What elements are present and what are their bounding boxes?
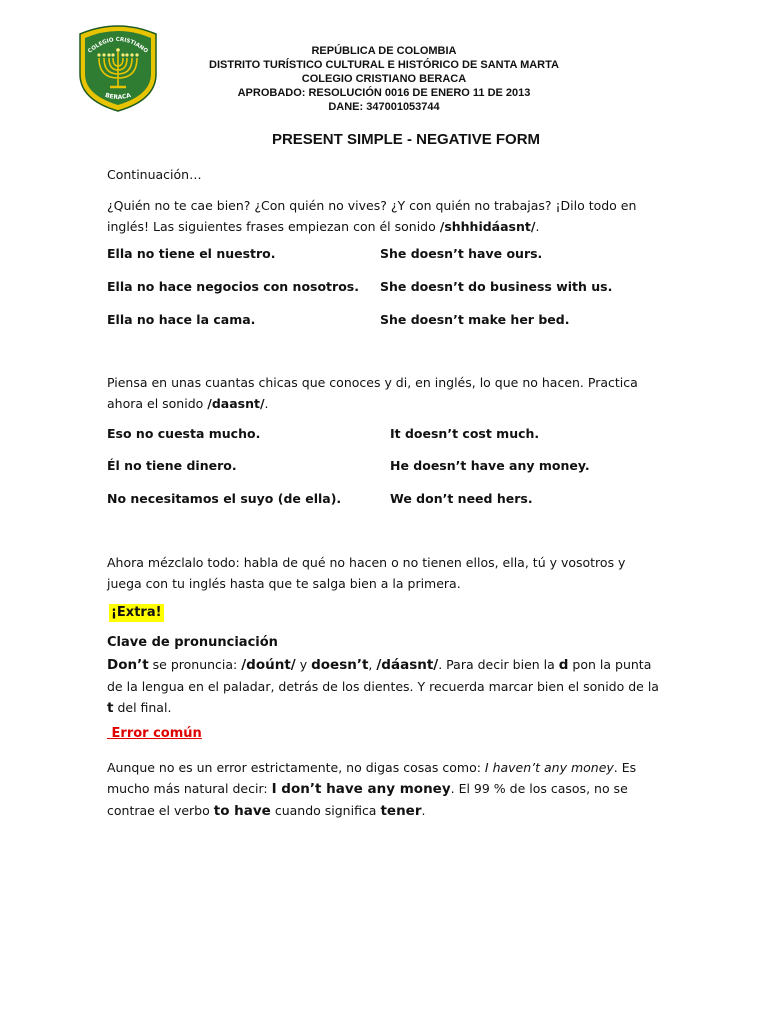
extra-badge: ¡Extra! <box>111 605 162 620</box>
wrong-example: I haven’t any money <box>484 760 614 775</box>
section1-text-a: ¿Quién no te cae bien? ¿Con quién no vives? ¿Y con quién no trabajas? ¡Dilo todo en inglés! Las siguientes frases empiezan con él sonido <box>107 198 637 234</box>
sound-dount: /doúnt/ <box>241 657 296 673</box>
phrase-english: She doesn’t make her bed. <box>380 312 570 327</box>
section1-sound: /shhhidáasnt/ <box>439 219 536 234</box>
section2-paragraph <box>107 372 662 414</box>
phrase-pair <box>107 310 667 330</box>
header-approval: APROBADO: RESOLUCIÓN 0016 DE ENERO 11 DE 2013 <box>237 87 531 99</box>
phrase-pair <box>107 456 667 476</box>
phrase-spanish: Él no tiene dinero. <box>107 458 237 473</box>
intro-text: Continuación… <box>107 167 202 182</box>
text-segment: . <box>421 803 426 818</box>
phrase-english: He doesn’t have any money. <box>390 458 590 473</box>
error-paragraph <box>107 757 662 822</box>
header-dane: DANE: 347001053744 <box>328 101 440 113</box>
letter-d: d <box>558 657 569 673</box>
verb-to-have: to have <box>213 803 271 819</box>
pronunciation-heading: Clave de pronunciación <box>107 635 278 650</box>
logo-text-top: COLEGIO CRISTIANO <box>87 36 149 55</box>
page-title: PRESENT SIMPLE - NEGATIVE FORM <box>271 131 541 148</box>
verb-tener: tener <box>380 803 422 819</box>
letter-t: t <box>107 700 114 716</box>
section2-text-a: Piensa en unas cuantas chicas que conoces y di, en inglés, lo que no hacen. Practica ahora el sonido <box>107 375 638 411</box>
section2-text-b: . <box>264 396 269 411</box>
logo-text-bottom: BERACA <box>104 91 132 102</box>
text-segment: y <box>295 657 312 672</box>
phrase-english: She doesn’t do business with us. <box>380 279 613 294</box>
pronunciation-paragraph <box>107 654 662 719</box>
school-header <box>200 44 568 114</box>
phrase-english: It doesn’t cost much. <box>390 426 540 441</box>
header-district: DISTRITO TURÍSTICO CULTURAL E HISTÓRICO DE SANTA MARTA <box>209 59 559 71</box>
phrase-pair <box>107 424 667 444</box>
phrase-spanish: Ella no hace negocios con nosotros. <box>107 279 359 294</box>
header-country: REPÚBLICA DE COLOMBIA <box>311 45 457 57</box>
text-segment: . Para decir bien la <box>438 657 559 672</box>
phrase-english: We don’t need hers. <box>390 491 533 506</box>
section1-text-b: . <box>535 219 540 234</box>
text-segment: pon la punta de la lengua en el paladar, detrás de los dientes. Y recuerda marcar bien el sonido de la <box>107 657 659 694</box>
phrase-pair <box>107 244 667 264</box>
word-dont: Don’t <box>107 657 149 673</box>
text-segment: del final. <box>113 700 172 715</box>
text-segment: cuando significa <box>270 803 381 818</box>
error-heading: Error común <box>107 726 202 741</box>
text-segment: . Es mucho más natural decir: <box>107 760 637 796</box>
phrase-spanish: No necesitamos el suyo (de ella). <box>107 491 342 506</box>
text-segment: , <box>368 657 377 672</box>
phrase-spanish: Eso no cuesta mucho. <box>107 426 261 441</box>
header-school: COLEGIO CRISTIANO BERACA <box>301 73 467 85</box>
word-doesnt: doesn’t <box>311 657 369 673</box>
sound-daasnt: /dáasnt/ <box>376 657 439 673</box>
phrase-english: She doesn’t have ours. <box>380 246 543 261</box>
phrase-spanish: Ella no hace la cama. <box>107 312 256 327</box>
school-logo <box>77 22 159 112</box>
phrase-pair <box>107 277 667 297</box>
section3-paragraph: Ahora mézclalo todo: habla de qué no hacen o no tienen ellos, ella, tú y vosotros y juega con tu inglés hasta que te salga bien a la primera. <box>107 555 626 591</box>
text-segment: se pronuncia: <box>148 657 242 672</box>
text-segment: . El 99 % de los casos, no se contrae el verbo <box>107 781 628 818</box>
text-segment: Aunque no es un error estrictamente, no digas cosas como: <box>107 760 485 775</box>
phrase-spanish: Ella no tiene el nuestro. <box>107 246 276 261</box>
section1-paragraph <box>107 195 662 237</box>
correct-example: I don’t have any money <box>271 781 451 797</box>
section2-sound: /daasnt/ <box>207 396 265 411</box>
phrase-pair <box>107 489 667 509</box>
